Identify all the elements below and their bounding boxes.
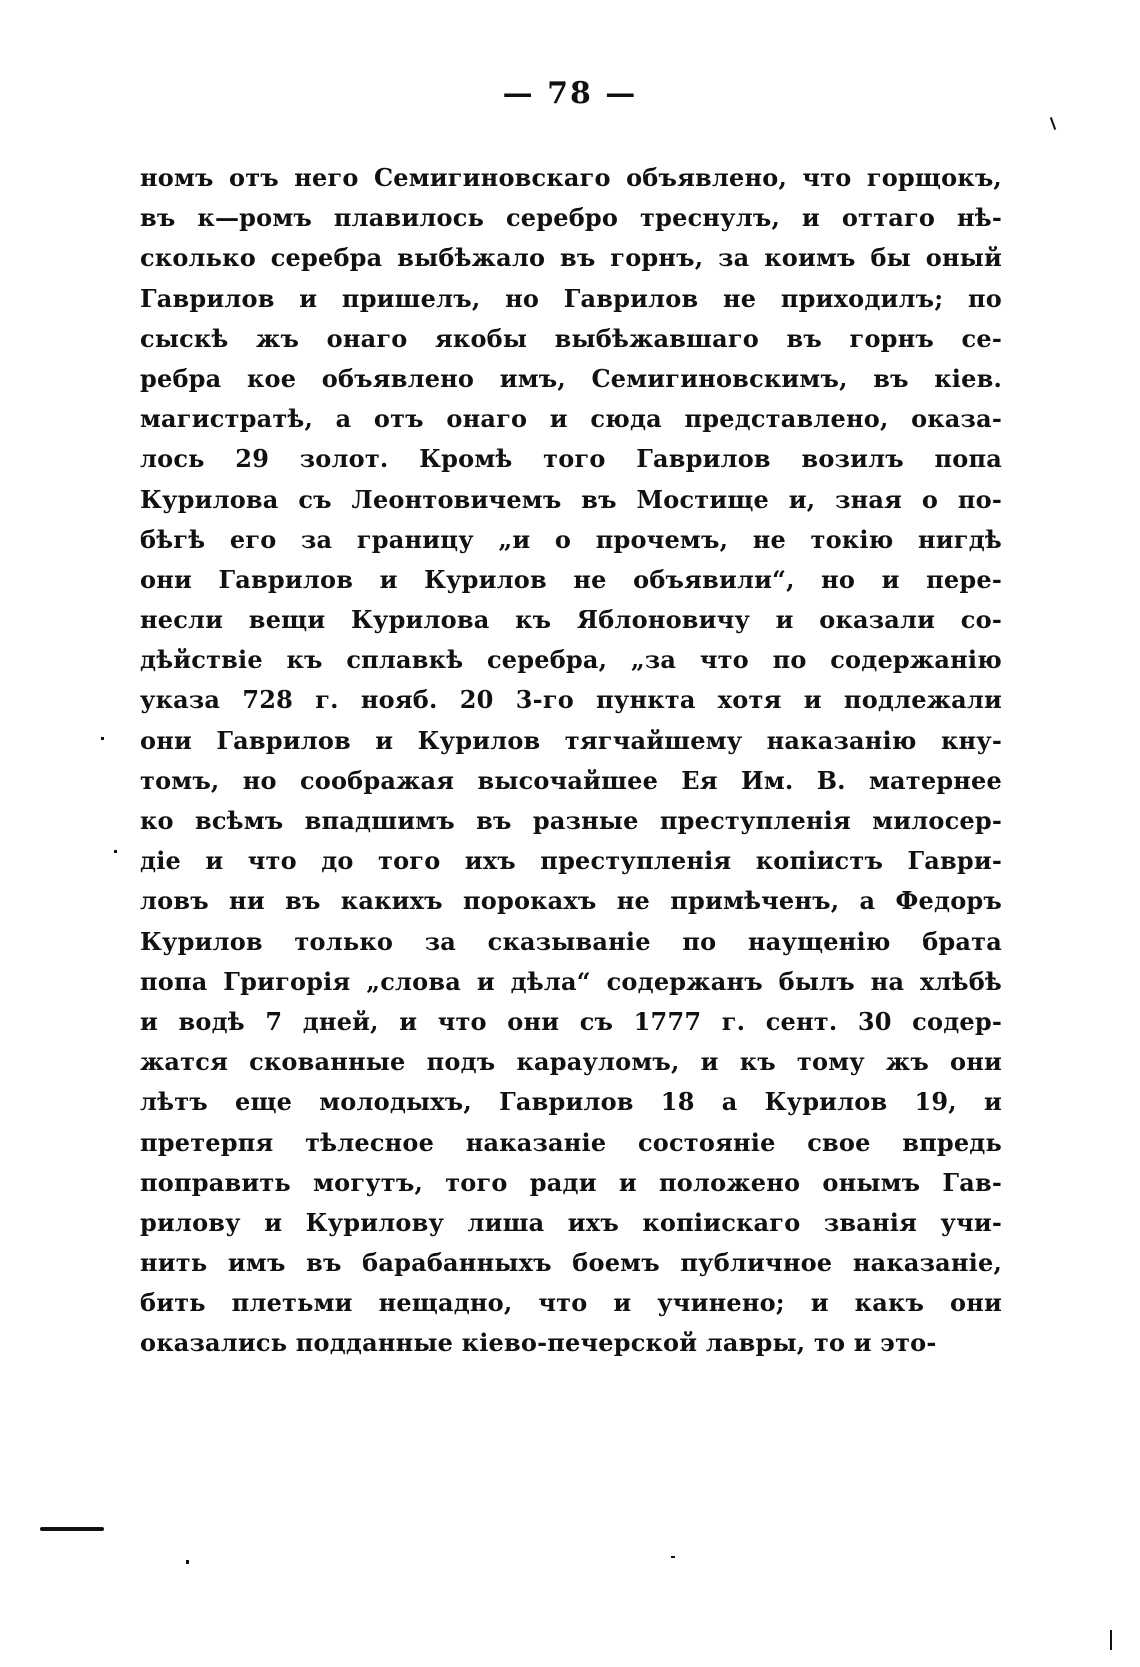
- text-line: томъ, но соображая высочайшее Ея Им. В. матернее: [140, 765, 1002, 795]
- text-line: Курилова съ Леонтовичемъ въ Мостище и, зная о по-: [140, 484, 1002, 514]
- text-line: ко всѣмъ впадшимъ въ разные преступленія милосер-: [140, 806, 1002, 835]
- text-line: несли вещи Курилова къ Яблоновичу и оказали со-: [140, 605, 1002, 635]
- text-line: поправить могутъ, того ради и положено онымъ Гав-: [140, 1167, 1002, 1197]
- text-line: жатся скованные подъ карауломъ, и къ тому жъ они: [140, 1047, 1002, 1077]
- text-line: указа 728 г. нояб. 20 3-го пункта хотя и подлежали: [140, 685, 1002, 715]
- text-line: діе и что до того ихъ преступленія копіистъ Гаври-: [140, 846, 1002, 876]
- text-line: рилову и Курилову лиша ихъ копіискаго званія учи-: [140, 1207, 1002, 1237]
- scan-artifact-mark: [1050, 117, 1056, 130]
- text-line: попа Григорія „слова и дѣла“ содержанъ былъ на хлѣбѣ: [140, 966, 1002, 996]
- scan-artifact-dot: [114, 850, 117, 853]
- body-text: [140, 158, 1002, 1364]
- text-line: въ к—ромъ плавилось серебро треснулъ, и оттаго нѣ-: [140, 203, 1002, 233]
- text-line: ловъ ни въ какихъ порокахъ не примѣченъ, а Федоръ: [140, 886, 1002, 916]
- text-line: магистратѣ, а отъ онаго и сюда представлено, оказа-: [140, 404, 1002, 434]
- text-line: претерпя тѣлесное наказаніе состояніе свое впредь: [140, 1127, 1002, 1157]
- scan-artifact-dot: [186, 1560, 189, 1564]
- text-line: Курилов только за сказываніе по наущенію брата: [140, 926, 1002, 956]
- text-line: лѣтъ еще молодыхъ, Гаврилов 18 а Курилов 19, и: [140, 1087, 1002, 1117]
- text-line: ребра кое объявлено имъ, Семигиновскимъ, въ кіев.: [140, 363, 1002, 393]
- scan-artifact-dot: [671, 1556, 675, 1558]
- scan-artifact-dash: [40, 1527, 104, 1531]
- text-line: дѣйствіе къ сплавкѣ серебра, „за что по содержанію: [140, 645, 1002, 675]
- scan-artifact-mark: [1110, 1630, 1112, 1650]
- text-line: бѣгѣ его за границу „и о прочемъ, не токію нигдѣ: [140, 524, 1002, 554]
- text-line: номъ отъ него Семигиновскаго объявлено, что горщокъ,: [140, 163, 1002, 192]
- text-line: сыскѣ жъ онаго якобы выбѣжавшаго въ горнъ се-: [140, 323, 1002, 353]
- page-number: — 78 —: [502, 76, 638, 111]
- text-line: они Гаврилов и Курилов не объявили“, но и пере-: [140, 564, 1002, 594]
- scan-artifact-dot: [101, 737, 104, 740]
- text-line: бить плетьми нещадно, что и учинено; и какъ они: [140, 1288, 1002, 1318]
- text-line: и водѣ 7 дней, и что они съ 1777 г. сент. 30 содер-: [140, 1006, 1002, 1036]
- text-line-last: оказались подданные кіево-печерской лавры, то и это-: [140, 1328, 937, 1358]
- text-line: они Гаврилов и Курилов тягчайшему наказанію кну-: [140, 725, 1002, 755]
- text-line: сколько серебра выбѣжало въ горнъ, за коимъ бы оный: [140, 243, 1002, 273]
- text-line: нить имъ въ барабанныхъ боемъ публичное наказаніе,: [140, 1248, 1002, 1278]
- text-line: лось 29 золот. Кромѣ того Гаврилов возилъ попа: [140, 444, 1002, 474]
- text-line: Гаврилов и пришелъ, но Гаврилов не приходилъ; по: [140, 283, 1002, 313]
